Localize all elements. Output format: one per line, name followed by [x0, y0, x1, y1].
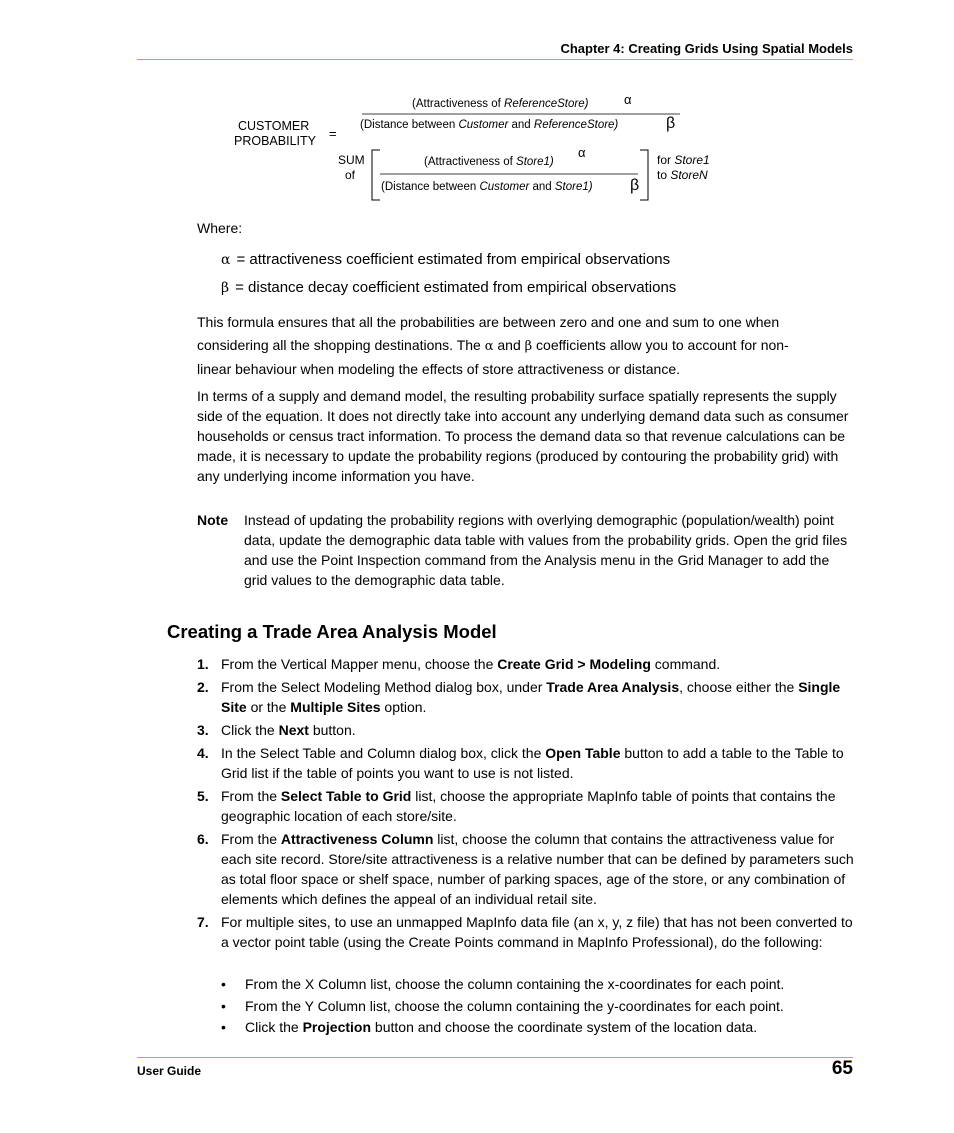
formula-denominator: (Distance between Customer and ReferenceStore) [360, 119, 619, 131]
page-number: 65 [831, 1058, 853, 1079]
step-1: 1. From the Vertical Mapper menu, choose the Create Grid > Modeling command. [197, 656, 721, 672]
step-6: 6. From the Attractiveness Column list, choose the column that contains the attractiveness value for each site record. Store/site attractiveness is a relative number that can be defined by parameters such as total floor space or shelf space, number of parking spaces, age of the store, or any combination of elements which defines the appeal of an individual retail site. [197, 831, 854, 907]
formula-to: to StoreN [657, 168, 708, 182]
paragraph-supply-demand: In terms of a supply and demand model, the resulting probability surface spatially represents the supply side of the equation. It does not directly take into account any underlying demand data such as consumer households or census tract information. To process the demand data so that revenue calculations can be made, it is necessary to update the probability regions (produced by contouring the probability grid) with any underlying income information you have. [197, 388, 849, 484]
step-3: 3. Click the Next button. [197, 722, 356, 738]
formula-numerator: (Attractiveness of ReferenceStore) [412, 98, 589, 110]
beta-symbol: β [221, 280, 230, 296]
formula-sum: SUM [338, 153, 365, 167]
alpha-symbol: α [221, 252, 231, 268]
definition-alpha [221, 251, 670, 268]
step-7: 7. For multiple sites, to use an unmapped MapInfo data file (an x, y, z file) that has not been converted to a vector point table (using the Create Points command in MapInfo Professional), do the following: [197, 914, 853, 950]
where-label: Where: [197, 220, 243, 236]
bullet-list [221, 974, 861, 1039]
step-2: 2. From the Select Modeling Method dialog box, under Trade Area Analysis, choose either the Single Site or the Multiple Sites option. [197, 679, 841, 715]
definition-beta [221, 279, 676, 296]
note-label: Note [197, 512, 229, 528]
definition-beta-text: = distance decay coefficient estimated from empirical observations [235, 279, 677, 296]
formula-lhs-line2: PROBABILITY [234, 134, 316, 148]
formula-left-bracket [372, 150, 380, 200]
section-title: Creating a Trade Area Analysis Model [167, 621, 497, 642]
footer-guide-label: User Guide [137, 1064, 202, 1078]
footer-rule [137, 1057, 853, 1058]
header-rule [137, 59, 853, 60]
formula-inner-alpha: α [578, 145, 586, 160]
chapter-header: Chapter 4: Creating Grids Using Spatial Models [560, 41, 853, 56]
note-text: Instead of updating the probability regions with overlying demographic (population/wealth) point data, update the demographic data table with values from the probability grids. Open the grid files and use the Point Inspection command from the Analysis menu in the Grid Manager to add the grid values to the demographic data table. [244, 512, 848, 588]
formula-right-bracket [640, 150, 648, 200]
formula-inner-beta: β [630, 177, 640, 194]
formula-denominator-beta: β [666, 115, 676, 132]
bullet-x-column: • From the X Column list, choose the column containing the x-coordinates for each point. [221, 976, 785, 992]
bullet-y-column: • From the Y Column list, choose the column containing the y-coordinates for each point. [221, 997, 784, 1014]
definition-alpha-text: = attractiveness coefficient estimated from empirical observations [236, 251, 671, 268]
formula-lhs-line1: CUSTOMER [238, 119, 310, 133]
formula-inner-denominator: (Distance between Customer and Store1) [381, 181, 593, 193]
customer-probability-formula [230, 90, 730, 205]
steps-list [197, 654, 857, 955]
step-5: 5. From the Select Table to Grid list, choose the appropriate MapInfo table of points that contains the geographic location of each store/site. [197, 788, 836, 824]
formula-of: of [345, 168, 356, 182]
formula-numerator-alpha: α [624, 92, 632, 107]
formula-for: for Store1 [657, 153, 710, 167]
bullet-projection: • Click the Projection button and choose the coordinate system of the location data. [221, 1019, 758, 1035]
formula-inner-numerator: (Attractiveness of Store1) [424, 156, 554, 168]
formula-equals: = [329, 126, 337, 141]
step-4: 4. In the Select Table and Column dialog box, click the Open Table button to add a table to the Table to Grid list if the table of points you want to use is not listed. [197, 745, 844, 781]
paragraph-probabilities: This formula ensures that all the probabilities are between zero and one and sum to one when considering all the shopping destinations. The α and β coefficients allow you to account for non- linear behaviour when modeling the effects of store attractiveness or distance. [197, 314, 789, 377]
